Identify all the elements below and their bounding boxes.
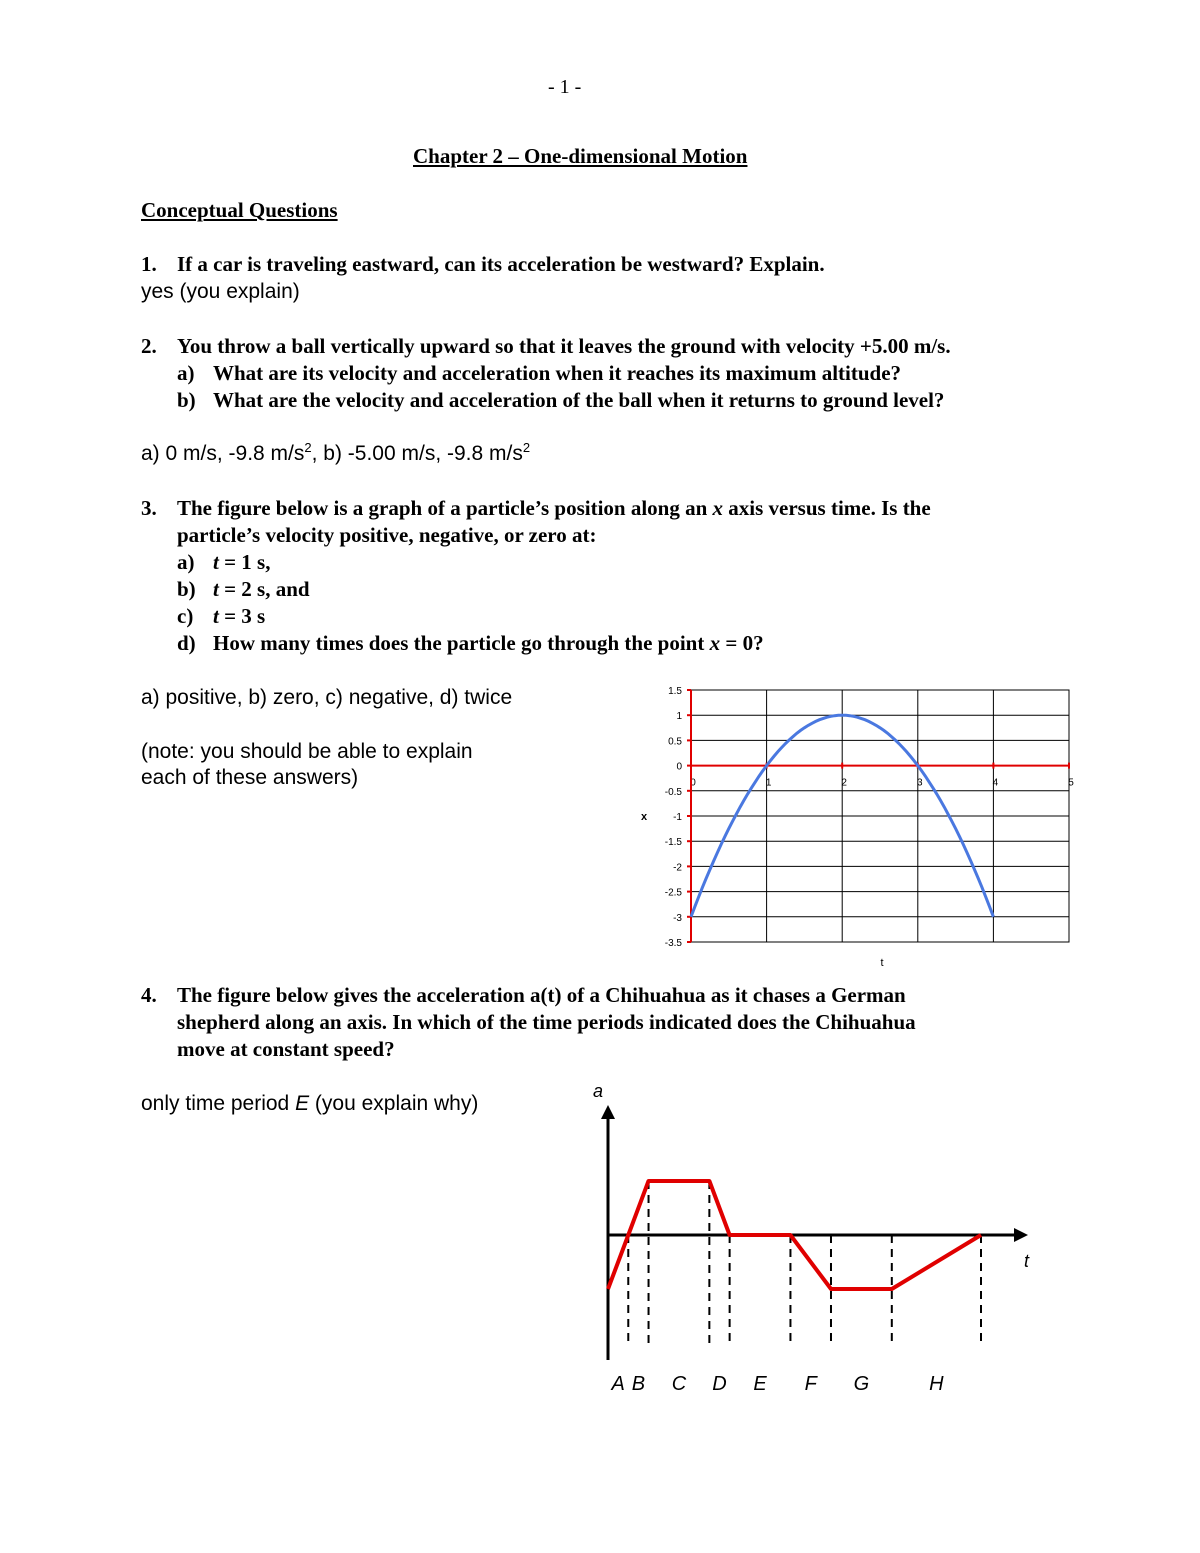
part-text: = 2 s, and — [218, 577, 310, 601]
a-axis-arrow-icon — [601, 1105, 615, 1119]
page-title: Chapter 2 – One-dimensional Motion — [413, 144, 748, 168]
part-text: What are its velocity and acceleration when it reaches its maximum altitude? — [213, 361, 902, 385]
answer-part: only time period — [141, 1092, 296, 1115]
period-label: G — [853, 1373, 870, 1395]
superscript: 2 — [522, 440, 531, 455]
part-label: c) — [177, 604, 194, 628]
period-label: A — [611, 1373, 625, 1395]
question-text: axis versus time. Is the — [723, 496, 931, 520]
answer-3: a) positive, b) zero, c) negative, d) twice — [141, 686, 513, 709]
part-label: a) — [177, 361, 195, 385]
y-tick-label: -0.5 — [664, 786, 682, 798]
question-1 — [141, 252, 825, 277]
part-text: What are the velocity and acceleration of the ball when it returns to ground level? — [213, 388, 945, 412]
part-label: a) — [177, 550, 195, 574]
y-tick-label: 0 — [676, 761, 682, 773]
period-label: F — [804, 1373, 817, 1395]
question-3d — [177, 631, 764, 656]
answer-1: yes (you explain) — [141, 280, 300, 303]
variable: t — [213, 550, 219, 574]
answer-part: a) 0 m/s, -9.8 m/s — [141, 442, 305, 465]
question-text: You throw a ball vertically upward so that it leaves the ground with velocity +5.00 m/s. — [177, 334, 951, 358]
period-label: H — [929, 1373, 944, 1395]
x-tick-label: 0 — [690, 777, 696, 789]
page-number: - 1 - — [548, 76, 582, 98]
variable: x — [712, 496, 724, 520]
question-2b — [177, 388, 944, 413]
question-3b — [177, 577, 310, 602]
part-text: = 1 s, — [218, 550, 271, 574]
x-tick-label: 3 — [917, 777, 923, 789]
answer-part: (you explain why) — [309, 1092, 479, 1115]
y-tick-label: -1 — [673, 812, 682, 823]
t-axis-label: t — [1024, 1251, 1030, 1271]
x-tick-label: 1 — [765, 777, 772, 789]
question-number: 3. — [141, 496, 157, 520]
variable: x — [709, 631, 721, 655]
variable: t — [213, 577, 219, 601]
question-4-line2: shepherd along an axis. In which of the time periods indicated does the Chihuahua — [177, 1010, 916, 1034]
x-tick-label: 4 — [992, 777, 999, 789]
question-4-line3: move at constant speed? — [177, 1037, 395, 1061]
question-2 — [141, 334, 951, 359]
answer-part: , b) -5.00 m/s, -9.8 m/s — [311, 442, 523, 465]
section-heading: Conceptual Questions — [141, 198, 338, 222]
question-2a — [177, 361, 901, 386]
answer-4 — [141, 1092, 478, 1116]
superscript: 2 — [304, 440, 312, 455]
x-axis-label: t — [880, 957, 884, 969]
y-tick-label: 1 — [676, 711, 682, 723]
y-tick-label: -1.5 — [664, 837, 682, 849]
question-3a — [177, 550, 270, 575]
part-label: b) — [177, 388, 196, 412]
variable: E — [295, 1092, 310, 1115]
question-text: The figure below gives the acceleration a(t) of a Chihuahua as it chases a German — [177, 983, 906, 1007]
y-tick-label: 1.5 — [668, 686, 682, 697]
y-tick-label: -3.5 — [664, 938, 682, 949]
y-tick-label: -3 — [673, 912, 682, 924]
y-axis-label: x — [640, 811, 648, 823]
answer-3-note-2: each of these answers) — [141, 766, 359, 789]
period-label: C — [671, 1373, 687, 1395]
part-text: = 3 s — [218, 604, 266, 628]
t-axis-arrow-icon — [1014, 1228, 1028, 1242]
variable: t — [213, 604, 219, 628]
y-tick-label: -2.5 — [664, 887, 682, 899]
question-3 — [141, 496, 931, 521]
part-text: = 0? — [720, 631, 764, 655]
position-time-chart — [630, 680, 1090, 970]
period-label: D — [712, 1373, 727, 1395]
a-axis-label: a — [593, 1085, 604, 1101]
part-label: b) — [177, 577, 196, 601]
part-label: d) — [177, 631, 196, 655]
acceleration-chart — [570, 1085, 1060, 1405]
question-4 — [141, 983, 906, 1008]
question-3-line2: particle’s velocity positive, negative, or zero at: — [177, 523, 597, 547]
y-tick-label: 0.5 — [668, 736, 682, 748]
question-text: The figure below is a graph of a particle’s position along an — [177, 496, 713, 520]
question-number: 1. — [141, 252, 157, 276]
x-tick-label: 2 — [841, 777, 847, 789]
period-label: E — [753, 1373, 767, 1395]
x-tick-label: 5 — [1068, 777, 1074, 789]
question-number: 4. — [141, 983, 157, 1007]
part-text: How many times does the particle go through the point — [213, 631, 710, 655]
y-tick-label: -2 — [673, 862, 682, 874]
answer-3-note-1: (note: you should be able to explain — [141, 740, 473, 763]
period-label: B — [631, 1373, 646, 1395]
question-text: If a car is traveling eastward, can its acceleration be westward? Explain. — [177, 252, 825, 276]
question-3c — [177, 604, 265, 629]
answer-2 — [141, 442, 530, 466]
question-number: 2. — [141, 334, 157, 358]
